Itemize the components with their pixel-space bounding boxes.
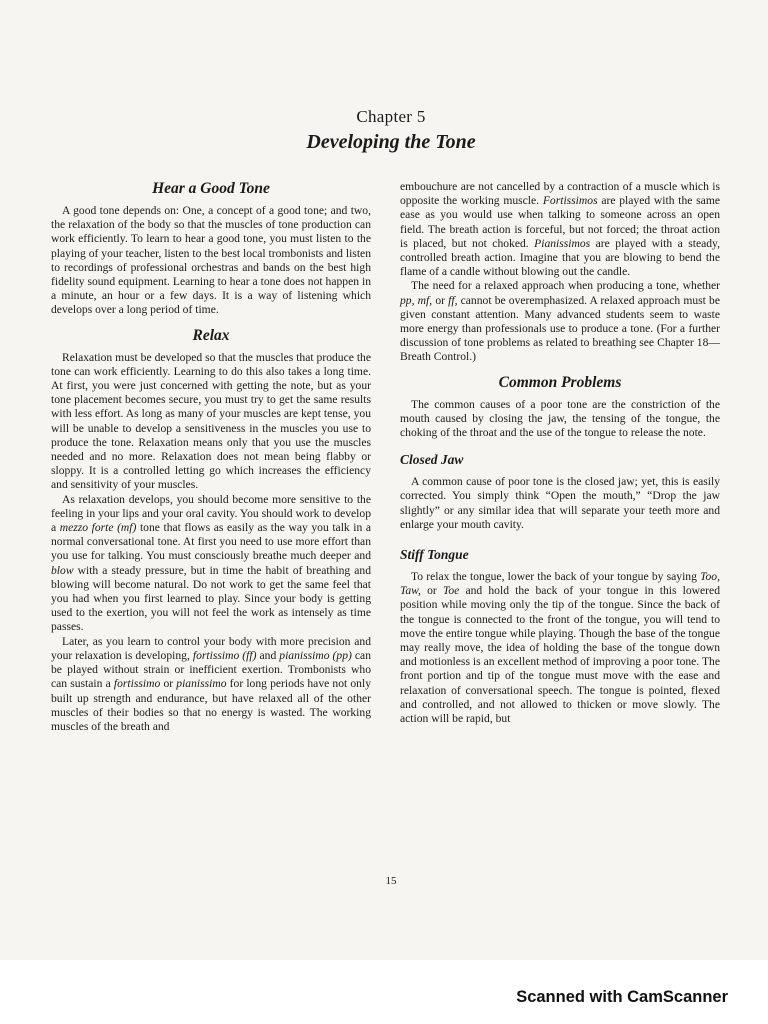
subheading-closed-jaw: Closed Jaw (400, 452, 464, 468)
chapter-label: Chapter 5 (356, 107, 426, 126)
section-heading-relax: Relax (192, 326, 230, 344)
left-column (51, 180, 371, 734)
paragraph-relax-1: Relaxation must be developed so that the muscles that produce the tone can work efficiently. Learning to do this also takes a long time. At first, you were just concerned with getting the note, but as your tone placement becomes secure, you must try to get the same results with less effort. As long as many of your muscles are kept tense, you will be unable to develop a sensitiveness in the muscles you use to produce the tone. Relaxation means only that you use the muscles needed and no more. Relaxation does not mean being flabby or sloppy. It is a controlled letting go which increases the efficiency and sensitivity of your muscles. (51, 350, 371, 492)
paragraph-continued: embouchure are not cancelled by a contraction of a muscle which is opposite the working muscle. Fortissimos are played with the same ease as you would use when talking to someone across an open field. The breath action is forceful, but not forced; the throat action is placed, but not choked. Pianissimos are played with a steady, controlled breath action. Imagine that you are blowing to bend the flame of a candle without blowing out the candle. (400, 180, 720, 279)
section-heading-common-problems: Common Problems (498, 373, 622, 391)
right-column (400, 180, 720, 726)
camscanner-watermark: Scanned with CamScanner (516, 988, 728, 1006)
paragraph-relax-3: Later, as you learn to control your body with more precision and your relaxation is developing, fortissimo (ff) and pianissimo (pp) can be played without strain or inefficient exertion. Trombonists who can sustain a fortissimo or pianissimo for long periods have not only built up strength and endurance, but have relaxed all of the other muscles of their bodies so that no energy is wasted. The working muscles of the breath and (51, 634, 371, 733)
paragraph-stiff-tongue: To relax the tongue, lower the back of your tongue by saying Too, Taw, or Toe and hold the back of your tongue in this lowered position while moving only the tip of the tongue. Since the back of the tongue is connected to the front of the tongue, you will tend to move the entire tongue while playing. Though the base of the tongue may really move, the idea of holding the base of the tongue down and motionless is an excellent method of improving a poor tone. The front portion and tip of the tongue must move with the ease and relaxation of conversational speech. The tongue is pointed, flexed and controlled, and not allowed to thicken or move slowly. The action will be rapid, but (400, 570, 720, 726)
section-heading-hear-a-good-tone: Hear a Good Tone (152, 180, 270, 197)
paragraph-common-problems: The common causes of a poor tone are the constriction of the mouth caused by closing the jaw, the tensing of the tongue, the choking of the throat and the use of the tongue to release the note. (400, 397, 720, 440)
chapter-title: Developing the Tone (306, 131, 476, 153)
paragraph-relaxed-approach: The need for a relaxed approach when producing a tone, whether pp, mf, or ff, cannot be overemphasized. A relaxed approach must be given constant attention. Many advanced students seem to waste more energy than professionals use to produce a tone. (For a further discussion of tone problems as related to breathing see Chapter 18—Breath Control.) (400, 279, 720, 364)
paragraph-hear-a-good-tone: A good tone depends on: One, a concept of a good tone; and two, the relaxation of the body so that the muscles of tone production can work efficiently. To learn to hear a good tone, you must listen to the playing of your teacher, listen to the best local trombonists and listen to recordings of professional orchestras and bands on the best high fidelity sound equipment. Learning to hear a tone does not happen in a minute, an hour or a few days. It is a way of listening which develops over a long period of time. (51, 204, 371, 317)
page-number: 15 (385, 875, 397, 887)
paragraph-relax-2: As relaxation develops, you should become more sensitive to the feeling in your lips and your oral cavity. You should work to develop a mezzo forte (mf) tone that flows as easily as the way you talk in a normal conversational tone. At first you need to use more effort than you use for talking. You must consciously breathe much deeper and blow with a steady pressure, but in time the habit of breathing and blowing will become natural. Do not work to get the same feel that you had when you first learned to play. Since your body is getting used to the exertion, you will not feel the work as intensely as time passes. (51, 492, 371, 634)
subheading-stiff-tongue: Stiff Tongue (400, 547, 469, 563)
paragraph-closed-jaw: A common cause of poor tone is the closed jaw; yet, this is easily corrected. You simply think “Open the mouth,” “Drop the jaw slightly” or any similar idea that will separate your teeth more and enlarge your mouth cavity. (400, 475, 720, 531)
